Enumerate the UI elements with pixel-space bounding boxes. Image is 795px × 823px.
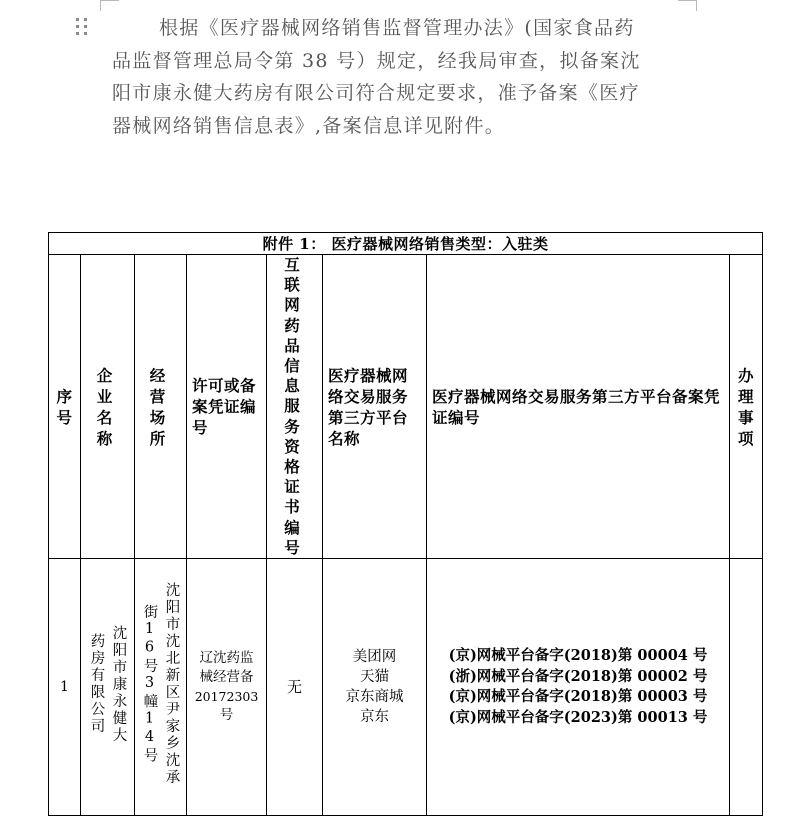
header-company [81,255,135,559]
header-platform-label: 医疗器械网络交易服务第三方平台名称 [328,365,409,448]
header-premises [135,255,187,559]
premises-address-text: 沈阳市沈北新区尹家乡沈承街16号3幢14号 [141,582,180,787]
company-name-text: 沈阳市康永健大药房有限公司 [88,624,127,744]
license-line: 号 [219,707,234,724]
page-corner-mark-right [678,0,697,11]
license-line: 械经营备 [199,669,254,686]
cell-license [187,559,267,816]
header-internet-cert [267,255,323,559]
cell-internet-cert: 无 [267,559,323,816]
header-platform-filing-label: 医疗器械网络交易服务第三方平台备案凭证编号 [432,386,721,427]
paragraph-line: 器械网络销售信息表》,备案信息详见附件。 [112,114,506,137]
header-matter-label: 办理事项 [737,365,754,448]
paragraph-line: 品监督管理总局令第 38 号）规定，经我局审查，拟备案沈 [112,49,641,72]
cell-matter [730,559,763,816]
header-seq [49,255,81,559]
filing-number: (京)网械平台备字(2018)第 00003 号 [448,688,708,706]
table-title: 附件 1： 医疗器械网络销售类型：入驻类 [49,233,763,255]
platform-name: 天猫 [360,669,389,686]
license-line: 辽沈药监 [199,650,254,667]
page-corner-mark-left [100,0,119,11]
filing-number: (京)网械平台备字(2018)第 00004 号 [448,647,708,665]
body-paragraph [112,12,678,142]
header-seq-label: 序号 [56,386,73,427]
annex-table [48,232,763,816]
header-platform-filing [427,255,730,559]
platform-name: 京东 [360,709,389,726]
table-move-handle-icon[interactable] [76,18,90,36]
cell-filings [427,559,730,816]
header-license [187,255,267,559]
header-premises-label: 经营场所 [149,365,172,448]
cell-platforms [323,559,427,816]
header-matter [730,255,763,559]
filing-number: (京)网械平台备字(2023)第 00013 号 [448,708,708,726]
header-license-label: 许可或备案凭证编号 [192,376,257,438]
paragraph-line: 阳市康永健大药房有限公司符合规定要求，准予备案《医疗 [112,82,640,104]
header-company-label: 企业名称 [96,365,119,448]
paragraph-line: 根据《医疗器械网络销售监督管理办法》(国家食品药 [159,17,635,39]
license-line: 20172303 [194,689,259,705]
platform-name: 京东商城 [345,689,404,706]
header-platform [323,255,427,559]
platform-name: 美团网 [352,649,397,666]
cell-seq: 1 [49,559,81,816]
cell-premises [135,559,187,816]
header-internet-cert-label: 互联网药品信息服务资格证书编号 [284,255,305,557]
cell-company [81,559,135,816]
table-row [49,559,763,816]
filing-number: (浙)网械平台备字(2018)第 00002 号 [448,667,708,685]
